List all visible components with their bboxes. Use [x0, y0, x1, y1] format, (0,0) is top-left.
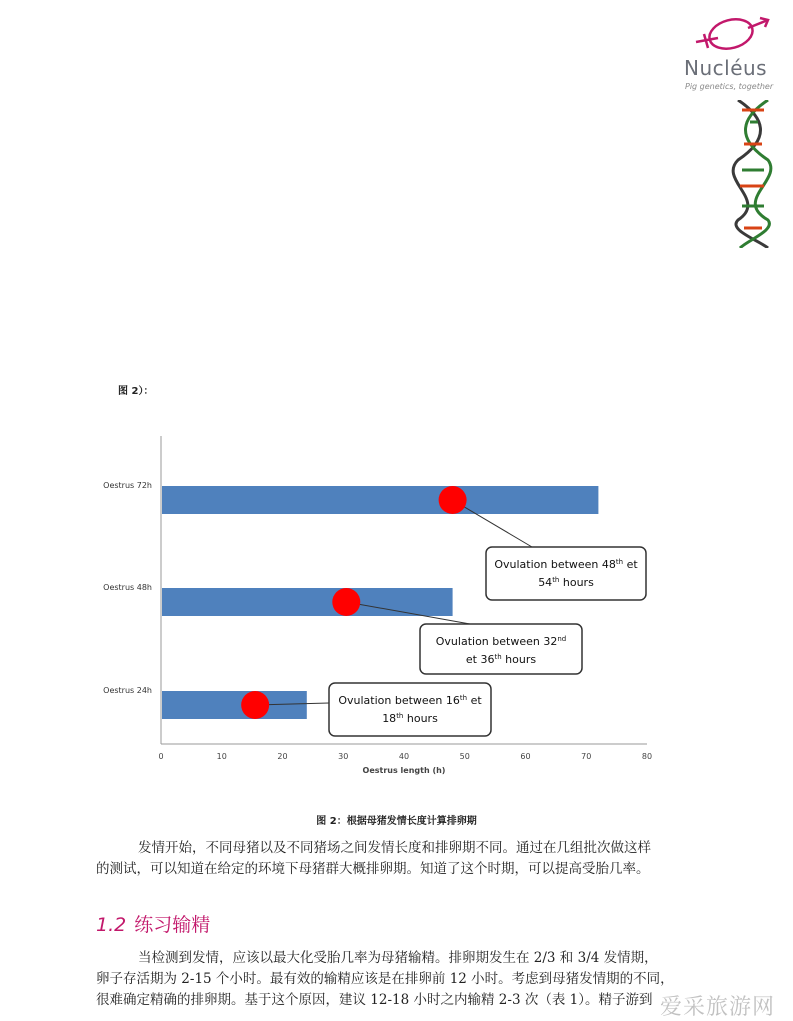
- x-tick-label: 10: [216, 752, 227, 761]
- annotation-text: 54th hours: [538, 576, 594, 589]
- x-tick-label: 0: [158, 752, 164, 761]
- x-tick-label: 60: [520, 752, 531, 761]
- annotation-text: Ovulation between 16th et: [338, 694, 482, 707]
- annotation-box: [329, 683, 491, 736]
- x-tick-label: 50: [459, 752, 470, 761]
- paragraph-1: [96, 838, 716, 880]
- category-label: Oestrus 72h: [103, 481, 152, 490]
- section-title: 练习输精: [134, 914, 211, 936]
- paragraph-line: 发情开始，不同母猪以及不同猪场之间发情长度和排卵期不同。通过在几组批次做这样: [138, 840, 651, 856]
- ovulation-marker: [439, 486, 467, 514]
- paragraph-line: 卵子存活期为 2-15 个小时。最有效的输精应该是在排卵前 12 小时。考虑到母猪发情期的不同，: [96, 971, 674, 987]
- annotation-text: 18th hours: [382, 712, 438, 725]
- brand-tagline: Pig genetics, together: [685, 82, 774, 91]
- annotation-text: et 36th hours: [465, 653, 537, 666]
- section-heading: [96, 910, 210, 937]
- watermark: 爱采旅游网: [660, 995, 776, 1020]
- annotation-box: [486, 547, 646, 600]
- brand-name: Nucléus: [684, 56, 768, 80]
- x-tick-label: 40: [398, 752, 410, 761]
- paragraph-line: 的测试，可以知道在给定的环境下母猪群大概排卵期。知道了这个时期，可以提高受胎几率。: [96, 861, 650, 877]
- section-number: 1.2: [96, 914, 127, 936]
- bar-oestrus-24h: [162, 691, 307, 719]
- paragraph-2: [96, 948, 716, 1011]
- annotation-text: Ovulation between 32nd: [435, 635, 567, 648]
- x-tick-label: 30: [338, 752, 349, 761]
- category-label: Oestrus 48h: [103, 583, 152, 592]
- x-tick-label: 20: [277, 752, 288, 761]
- x-tick-label: 80: [641, 752, 653, 761]
- figure-caption: 图 2：根据母猪发情长度计算排卵期: [316, 816, 477, 827]
- annotation-box: [420, 624, 582, 674]
- annotation-text: Ovulation between 48th et: [494, 558, 638, 571]
- paragraph-line: 很难确定精确的排卵期。基于这个原因，建议 12-18 小时之内输精 2-3 次（表 1）。精子游到: [96, 992, 653, 1008]
- bar-oestrus-72h: [162, 486, 598, 514]
- bar-oestrus-48h: [162, 588, 453, 616]
- ovulation-marker: [332, 588, 360, 616]
- x-tick-label: 70: [581, 752, 592, 761]
- x-axis-label: Oestrus length (h): [362, 766, 446, 775]
- category-label: Oestrus 24h: [103, 686, 152, 695]
- ovulation-marker: [241, 691, 269, 719]
- paragraph-line: 当检测到发情，应该以最大化受胎几率为母猪输精。排卵期发生在 2/3 和 3/4 发情期，: [138, 950, 658, 966]
- figure-reference: 图 2）：: [118, 386, 154, 397]
